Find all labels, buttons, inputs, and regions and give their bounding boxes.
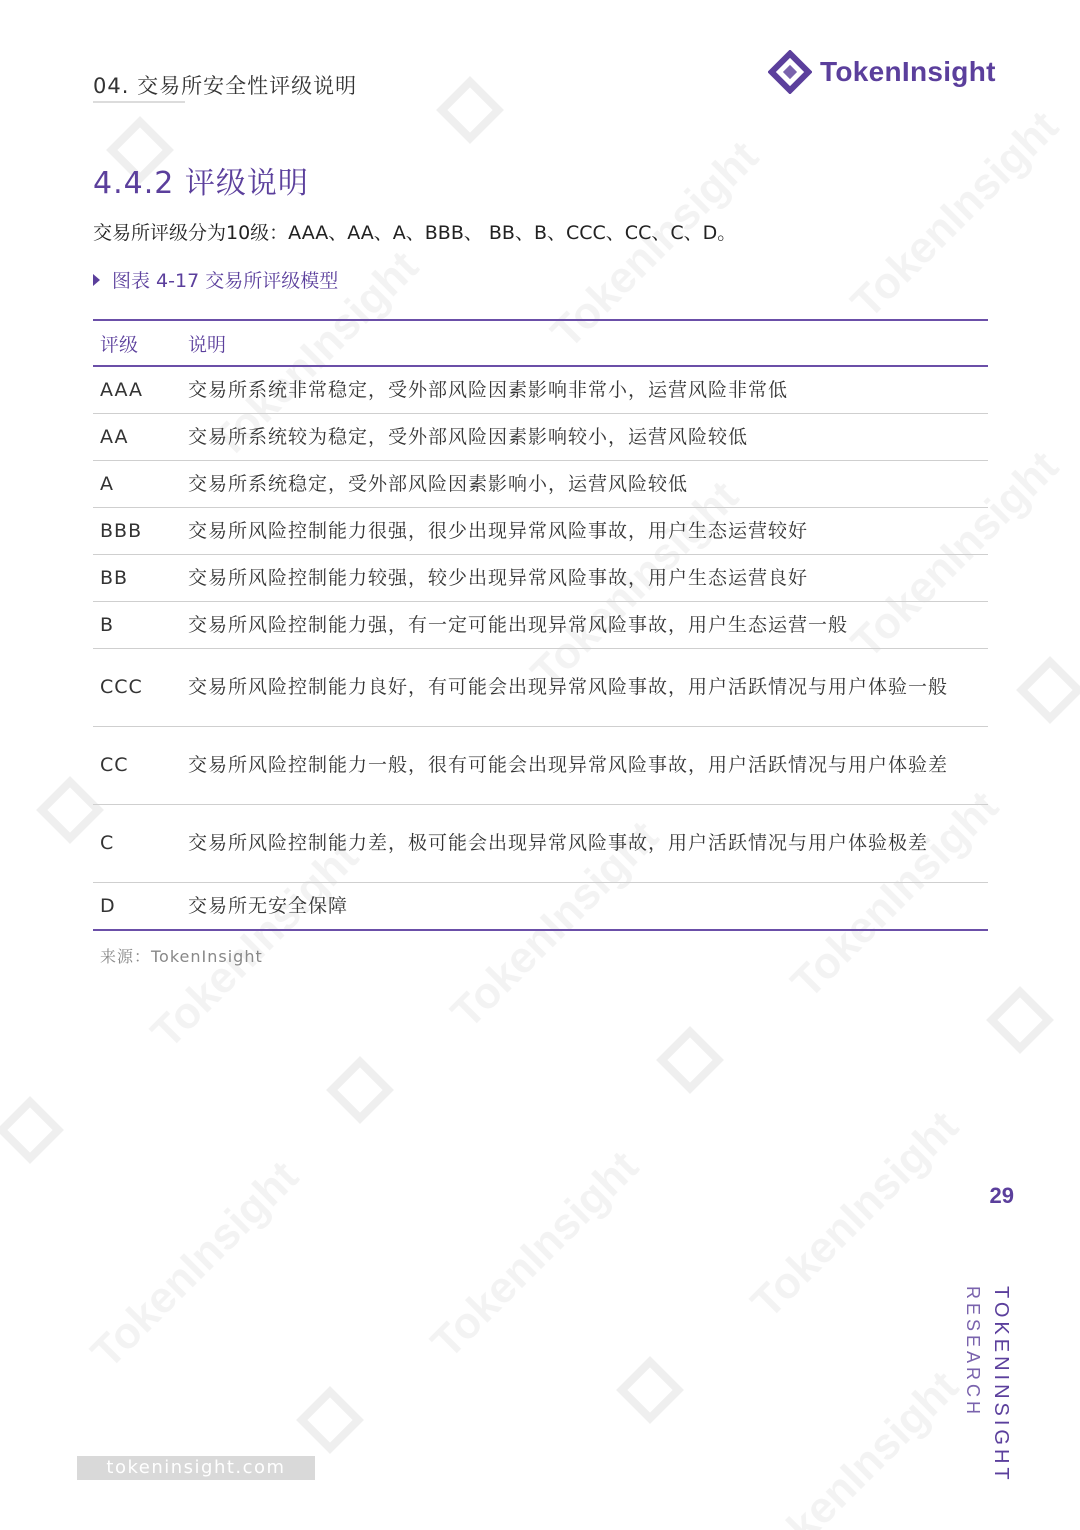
intro-paragraph: 交易所评级分为10级：AAA、AA、A、BBB、 BB、B、CCC、CC、C、D。 bbox=[93, 222, 737, 244]
grade-cell: AAA bbox=[100, 378, 144, 401]
figure-caption bbox=[93, 266, 338, 293]
watermark-logo-icon bbox=[978, 978, 1063, 1063]
table-source: 来源：TokenInsight bbox=[100, 947, 263, 966]
table-row bbox=[93, 883, 988, 931]
figure-caption-text: 图表 4-17 交易所评级模型 bbox=[112, 270, 339, 292]
page-number: 29 bbox=[989, 1183, 1014, 1208]
watermark-logo-icon bbox=[608, 1348, 693, 1433]
chapter-title-underline bbox=[93, 101, 185, 103]
side-label-brand: TOKENINSIGHT bbox=[990, 1286, 1012, 1484]
table-row bbox=[93, 555, 988, 602]
description-cell: 交易所风险控制能力较强，较少出现异常风险事故，用户生态运营良好 bbox=[188, 566, 809, 589]
watermark-text bbox=[742, 1362, 969, 1530]
caret-right-icon bbox=[93, 274, 100, 286]
grade-cell: A bbox=[100, 472, 114, 495]
watermark-logo-icon bbox=[428, 68, 513, 153]
brand-logo bbox=[768, 50, 996, 94]
watermark-logo-icon bbox=[648, 1018, 733, 1103]
grade-cell: B bbox=[100, 613, 115, 636]
chapter-title: 04. 交易所安全性评级说明 bbox=[93, 74, 358, 98]
table-row bbox=[93, 366, 988, 414]
table-row bbox=[93, 727, 988, 805]
description-cell: 交易所无安全保障 bbox=[188, 894, 349, 917]
watermark-logo-icon bbox=[1008, 648, 1080, 733]
description-cell: 交易所系统稳定，受外部风险因素影响小，运营风险较低 bbox=[188, 472, 689, 495]
column-header-description: 说明 bbox=[188, 333, 227, 356]
grade-cell: D bbox=[100, 894, 116, 917]
grade-cell: CCC bbox=[100, 676, 143, 698]
watermark-text bbox=[842, 102, 1069, 329]
tokeninsight-logo-icon bbox=[768, 50, 812, 94]
watermark-logo-icon bbox=[0, 1088, 72, 1173]
logo-text: TokenInsight bbox=[820, 56, 996, 87]
grade-cell: BBB bbox=[100, 519, 143, 542]
watermark-logo-icon bbox=[288, 1378, 373, 1463]
side-label-research: RESEARCH bbox=[963, 1286, 983, 1419]
side-label bbox=[962, 1286, 1012, 1484]
description-cell: 交易所风险控制能力强，有一定可能出现异常风险事故，用户生态运营一般 bbox=[188, 613, 849, 636]
grade-cell: C bbox=[100, 832, 115, 854]
column-header-grade: 评级 bbox=[100, 333, 139, 356]
table-row bbox=[93, 508, 988, 555]
watermark-text bbox=[82, 1152, 309, 1379]
watermark-text bbox=[742, 1102, 969, 1329]
watermark-text bbox=[422, 1142, 649, 1369]
table-row bbox=[93, 602, 988, 649]
rating-table bbox=[93, 319, 988, 931]
footer-website-link[interactable]: tokeninsight.com bbox=[77, 1456, 315, 1480]
table-row bbox=[93, 805, 988, 883]
table-row bbox=[93, 461, 988, 508]
grade-cell: AA bbox=[100, 425, 129, 448]
watermark-logo-icon bbox=[318, 1048, 403, 1133]
description-cell: 交易所系统非常稳定，受外部风险因素影响非常小，运营风险非常低 bbox=[188, 378, 789, 401]
table-row bbox=[93, 414, 988, 461]
section-title: 4.4.2 评级说明 bbox=[93, 166, 309, 201]
description-cell: 交易所风险控制能力良好，有可能会出现异常风险事故，用户活跃情况与用户体验一般 bbox=[188, 676, 949, 698]
description-cell: 交易所系统较为稳定，受外部风险因素影响较小，运营风险较低 bbox=[188, 425, 749, 448]
description-cell: 交易所风险控制能力很强，很少出现异常风险事故，用户生态运营较好 bbox=[188, 519, 809, 542]
table-header-row bbox=[93, 320, 988, 366]
description-cell: 交易所风险控制能力差，极可能会出现异常风险事故，用户活跃情况与用户体验极差 bbox=[188, 832, 929, 854]
grade-cell: BB bbox=[100, 566, 129, 589]
table-row bbox=[93, 649, 988, 727]
description-cell: 交易所风险控制能力一般，很有可能会出现异常风险事故，用户活跃情况与用户体验差 bbox=[188, 754, 949, 776]
grade-cell: CC bbox=[100, 754, 129, 776]
